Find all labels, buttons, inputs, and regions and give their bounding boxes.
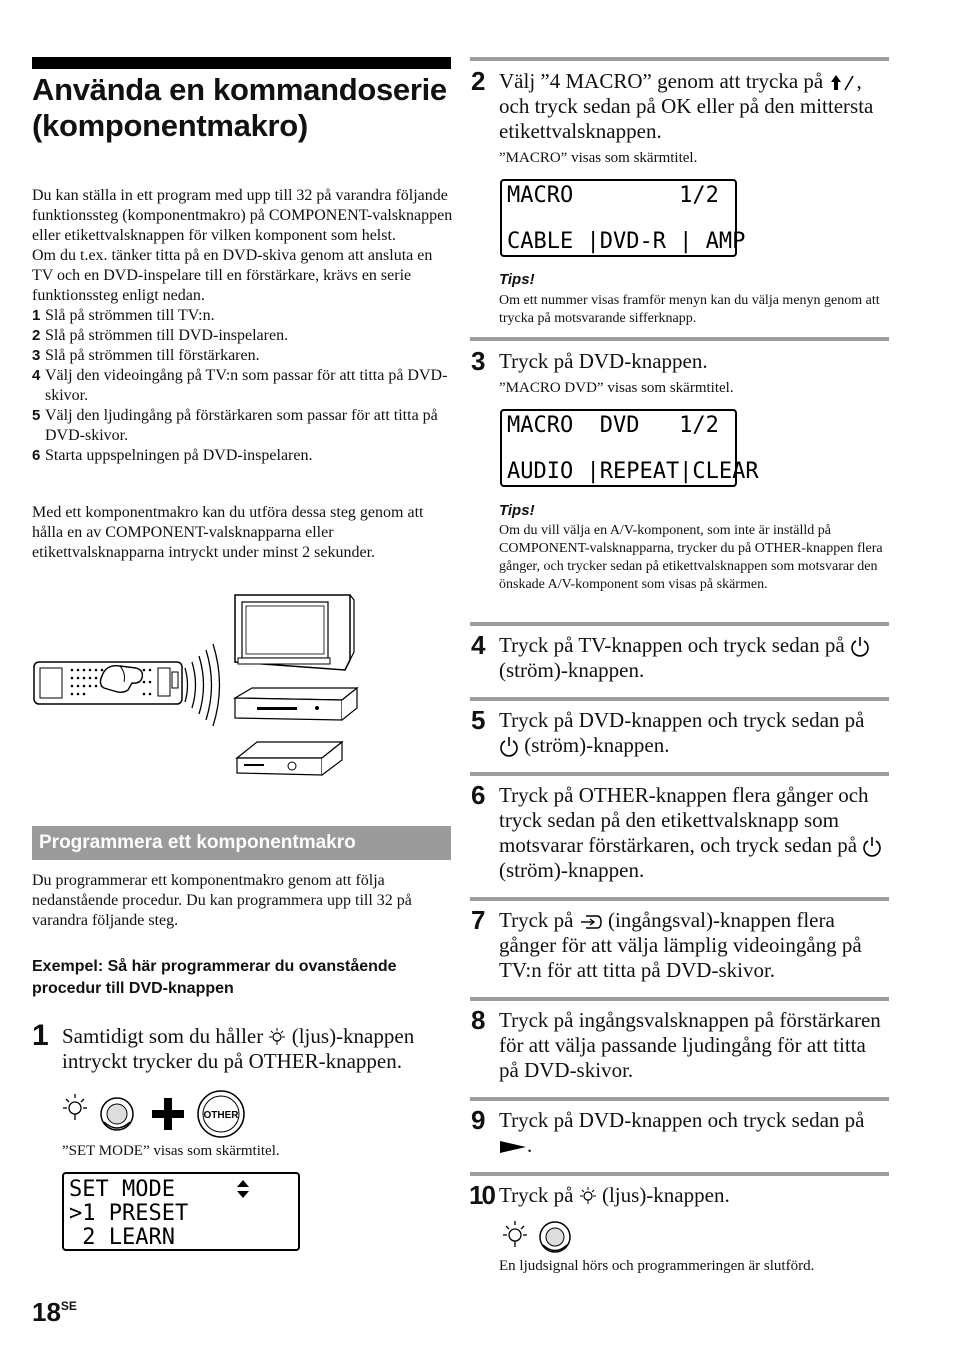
tips-label: Tips! <box>499 502 535 519</box>
light-plus-other-buttons <box>60 1088 250 1140</box>
play-icon <box>499 1139 527 1155</box>
step-number: 8 <box>471 1005 486 1035</box>
step-number: 5 <box>471 705 486 735</box>
light-icon <box>268 1028 286 1048</box>
step-2-note: ”MACRO” visas som skärmtitel. <box>499 150 698 166</box>
list-item: 6 Starta uppspelningen på DVD-inspelaren. <box>32 447 313 464</box>
other-button <box>198 1091 244 1137</box>
tv-illustration <box>235 595 354 670</box>
up-down-arrow-icon <box>236 1179 250 1199</box>
section-header: Programmera ett komponentmakro <box>32 826 451 860</box>
up-down-arrow-icon <box>829 74 857 92</box>
step-divider <box>470 57 889 61</box>
lcd-line: AUDIO |REPEAT|CLEAR <box>507 459 759 484</box>
step-2-text: Välj ”4 MACRO” genom att trycka på , och tryck sedan på OK eller på den mittersta etikettvalsknappen. <box>499 69 874 143</box>
step-number: 1 <box>32 1019 49 1052</box>
step-number: 3 <box>471 346 486 376</box>
tips-label: Tips! <box>499 271 535 288</box>
step-6-text: Tryck på OTHER-knappen flera gånger och tryck sedan på den etikettvalsknapp som motsvarar förstärkaren, och tryck sedan på (ström)-knappen. <box>499 783 884 883</box>
list-item: 1 Slå på strömmen till TV:n. <box>32 307 215 324</box>
lcd-line: 2 LEARN <box>69 1225 175 1250</box>
plus-icon <box>152 1098 184 1130</box>
step-3-text: Tryck på DVD-knappen. <box>499 349 708 373</box>
step-divider <box>470 697 889 701</box>
input-select-icon <box>579 913 603 931</box>
step-divider <box>470 772 889 776</box>
light-button-illustration <box>500 1218 580 1256</box>
step-divider <box>470 997 889 1001</box>
dvd-recorder-illustration <box>235 688 357 720</box>
step-number: 9 <box>471 1105 486 1135</box>
step-10-text: Tryck på (ljus)-knappen. <box>499 1183 730 1207</box>
intro-paragraph-2: Om du t.ex. tänker titta på en DVD-skiva genom att ansluta en TV och en DVD-inspelare till en förstärkare, krävs en serie funktionssteg enligt nedan. <box>32 247 433 304</box>
example-heading: Exempel: Så här programmerar du ovanstående procedur till DVD-knappen <box>32 958 397 997</box>
step-number: 10 <box>469 1180 494 1210</box>
lcd-line: CABLE |DVD-R | AMP <box>507 229 746 254</box>
light-button <box>101 1098 133 1130</box>
step-7-text: Tryck på (ingångsval)-knappen flera gånger för att välja lämplig videoingång på TV:n för att titta på DVD-skivor. <box>499 908 862 982</box>
step-number: 4 <box>471 630 486 660</box>
step-divider <box>470 897 889 901</box>
power-icon <box>850 636 870 658</box>
step-1-text: Samtidigt som du håller (ljus)-knappen intryckt trycker du på OTHER-knappen. <box>62 1024 415 1073</box>
step-3-note: ”MACRO DVD” visas som skärmtitel. <box>499 380 734 396</box>
power-icon <box>862 836 882 858</box>
title-bar <box>32 57 451 69</box>
step-divider <box>470 337 889 341</box>
remote-illustration <box>34 662 182 704</box>
lcd-set-mode <box>62 1172 300 1251</box>
power-icon <box>499 736 519 758</box>
step-divider <box>470 622 889 626</box>
component-illustration <box>32 590 362 780</box>
light-icon <box>503 1221 527 1247</box>
section-intro: Du programmerar ett komponentmakro genom att följa nedanstående procedur. Du kan programmera upp till 32 på varandra följande steg. <box>32 872 412 929</box>
intro-paragraph-1: Du kan ställa in ett program med upp till 32 på varandra följande funktionssteg (komponentmakro) på COMPONENT-valsknappen eller etikettvalsknappen för vilken komponent som helst. <box>32 187 453 244</box>
step-1-note: ”SET MODE” visas som skärmtitel. <box>62 1143 280 1159</box>
lcd-line: SET MODE <box>69 1177 175 1202</box>
page-title: Använda en kommandoserie (komponentmakro) <box>32 72 447 143</box>
list-item: 2 Slå på strömmen till DVD-inspelaren. <box>32 327 289 344</box>
tips-text: Om du vill välja en A/V-komponent, som inte är inställd på COMPONENT-valsknapparna, trycker du på OTHER-knappen flera gånger, och trycker sedan på etikettvalsknappen som motsvarar den önskade A/V-komponent som visas på skärmen. <box>499 523 883 592</box>
lcd-line: MACRO 1/2 <box>507 183 719 208</box>
step-5-text: Tryck på DVD-knappen och tryck sedan på (ström)-knappen. <box>499 708 865 757</box>
intro-block <box>32 186 456 466</box>
light-button <box>540 1222 570 1252</box>
lcd-macro-dvd <box>500 409 759 487</box>
signal-waves <box>185 644 220 726</box>
step-number: 2 <box>471 66 486 96</box>
list-item: 5 Välj den ljudingång på förstärkaren som passar för att titta på DVD-skivor. <box>32 407 438 444</box>
page-number: $18^{SE}$ <box>32 1297 77 1327</box>
macro-note: Med ett komponentmakro kan du utföra dessa steg genom att hålla en av COMPONENT-valsknapparna eller etikettvalsknapparna intryckt under minst 2 sekunder. <box>32 504 424 561</box>
step-9-text: Tryck på DVD-knappen och tryck sedan på . <box>499 1108 865 1157</box>
light-icon <box>579 1187 597 1207</box>
step-number: 6 <box>471 780 486 810</box>
lcd-line: MACRO DVD 1/2 <box>507 413 719 438</box>
procedure-list <box>32 306 456 466</box>
step-10-note: En ljudsignal hörs och programmeringen är slutförd. <box>499 1258 815 1274</box>
light-icon <box>63 1094 87 1120</box>
amplifier-illustration <box>237 742 342 775</box>
step-4-text: Tryck på TV-knappen och tryck sedan på (ström)-knappen. <box>499 633 884 683</box>
lcd-line: >1 PRESET <box>69 1201 189 1226</box>
step-8-text: Tryck på ingångsvalsknappen på förstärkaren för att välja passande ljudingång för att titta på DVD-skivor. <box>499 1008 881 1082</box>
step-divider <box>470 1172 889 1176</box>
list-item: 4 Välj den videoingång på TV:n som passar för att titta på DVD-skivor. <box>32 367 448 404</box>
step-divider <box>470 1097 889 1101</box>
other-button-label: OTHER <box>203 1110 239 1121</box>
lcd-macro <box>500 179 746 257</box>
list-item: 3 Slå på strömmen till förstärkaren. <box>32 347 260 364</box>
step-number: 7 <box>471 905 486 935</box>
tips-text: Om ett nummer visas framför menyn kan du välja menyn genom att trycka på motsvarande sifferknapp. <box>499 293 880 326</box>
